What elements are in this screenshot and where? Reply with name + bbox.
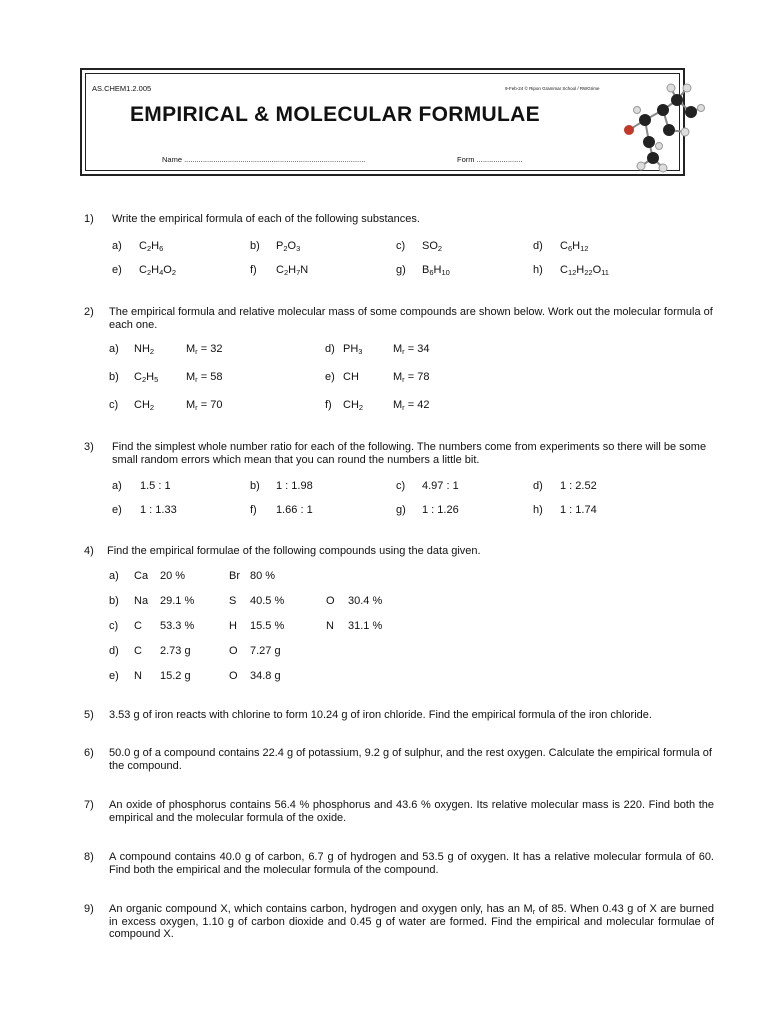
element-symbol: N bbox=[326, 620, 334, 632]
q9-mr-subscript: r bbox=[532, 907, 536, 916]
element-amount: 80 % bbox=[250, 570, 276, 582]
element-amount: 15.5 % bbox=[250, 620, 285, 632]
question-text: 3.53 g of iron reacts with chlorine to form 10.24 g of iron chloride. Find the empirical formula of the iron chloride. bbox=[109, 709, 652, 721]
credit-line: 9-Feb-24 © Ripon Grammar School / RWGrime bbox=[505, 86, 600, 91]
q9-part-1: An organic compound X, which contains carbon, hydrogen and oxygen only, has an M bbox=[109, 903, 533, 915]
mr-value: $M_r = 34$ bbox=[393, 343, 430, 356]
ratio: 1 : 1.26 bbox=[422, 504, 459, 516]
element-amount: 53.3 % bbox=[160, 620, 195, 632]
item-label: b) bbox=[250, 480, 260, 492]
element-symbol: S bbox=[229, 595, 237, 607]
item-label: e) bbox=[112, 504, 122, 516]
element-amount: 15.2 g bbox=[160, 670, 191, 682]
item-label: h) bbox=[533, 264, 543, 276]
question-number: 4) bbox=[84, 545, 94, 557]
question-text: An oxide of phosphorus contains 56.4 % phosphorus and 43.6 % oxygen. Its relative molecular mass is 220. Find both the empirical and the molecular formula of the oxide. bbox=[109, 799, 714, 824]
element-amount: 2.73 g bbox=[160, 645, 191, 657]
question-text: The empirical formula and relative molecular mass of some compounds are shown below. Work out the molecular formula of each one. bbox=[109, 306, 713, 331]
item-label: f) bbox=[250, 264, 257, 276]
mr-value: $M_r = 78$ bbox=[393, 371, 430, 384]
element-symbol: Ca bbox=[134, 570, 149, 582]
item-label: c) bbox=[109, 399, 119, 411]
molecule-model-icon bbox=[615, 80, 705, 176]
ratio: 1 : 1.74 bbox=[560, 504, 597, 516]
formula: $NH_2$ bbox=[134, 343, 155, 356]
item-label: g) bbox=[396, 264, 406, 276]
element-symbol: Br bbox=[229, 570, 240, 582]
element-symbol: H bbox=[229, 620, 237, 632]
formula: $C_2H_7N$ bbox=[276, 264, 309, 277]
item-label: a) bbox=[109, 570, 119, 582]
ratio: 1.5 : 1 bbox=[140, 480, 171, 492]
mr-value: $M_r = 32$ bbox=[186, 343, 223, 356]
formula: CH bbox=[343, 371, 359, 383]
item-label: e) bbox=[325, 371, 335, 383]
item-label: h) bbox=[533, 504, 543, 516]
question-number: 5) bbox=[84, 709, 94, 721]
page-title: EMPIRICAL & MOLECULAR FORMULAE bbox=[130, 103, 540, 126]
question-text: Find the empirical formulae of the following compounds using the data given. bbox=[107, 545, 481, 557]
item-label: b) bbox=[250, 240, 260, 252]
element-symbol: O bbox=[326, 595, 335, 607]
element-symbol: Na bbox=[134, 595, 149, 607]
ratio: 4.97 : 1 bbox=[422, 480, 459, 492]
item-label: e) bbox=[109, 670, 119, 682]
item-label: d) bbox=[109, 645, 119, 657]
question-number: 8) bbox=[84, 851, 94, 863]
item-label: a) bbox=[112, 240, 122, 252]
document-code: AS.CHEM1.2.005 bbox=[92, 84, 152, 93]
element-symbol: N bbox=[134, 670, 142, 682]
item-label: c) bbox=[396, 240, 406, 252]
element-amount: 29.1 % bbox=[160, 595, 195, 607]
formula: $C_2H_4O_2$ bbox=[139, 264, 176, 277]
item-label: g) bbox=[396, 504, 406, 516]
element-amount: 31.1 % bbox=[348, 620, 383, 632]
item-label: c) bbox=[109, 620, 119, 632]
question-number: 2) bbox=[84, 306, 94, 318]
mr-value: $M_r = 42$ bbox=[393, 399, 430, 412]
ratio: 1 : 1.98 bbox=[276, 480, 313, 492]
formula: $C_{12}H_{22}O_{11}$ bbox=[560, 264, 609, 277]
item-label: a) bbox=[109, 343, 119, 355]
question-text: Write the empirical formula of each of the following substances. bbox=[112, 213, 420, 225]
item-label: d) bbox=[325, 343, 335, 355]
q9-part-2: of 85. When 0.43 g of X are burned in excess oxygen, 1.10 g of carbon dioxide and 0.45 g of water are formed. Find the empirical and molecular formulae of compound X. bbox=[109, 903, 714, 940]
element-symbol: O bbox=[229, 670, 238, 682]
item-label: b) bbox=[109, 595, 119, 607]
element-amount: 20 % bbox=[160, 570, 186, 582]
item-label: b) bbox=[109, 371, 119, 383]
item-label: a) bbox=[112, 480, 122, 492]
item-label: c) bbox=[396, 480, 406, 492]
question-number: 3) bbox=[84, 441, 94, 453]
ratio: 1 : 1.33 bbox=[140, 504, 177, 516]
formula: $P_2O_3$ bbox=[276, 240, 301, 253]
formula: $C_6H_{12}$ bbox=[560, 240, 589, 253]
formula: $CH_2$ bbox=[134, 399, 155, 412]
question-text: 50.0 g of a compound contains 22.4 g of potassium, 9.2 g of sulphur, and the rest oxygen. Calculate the empirical formula of the compound. bbox=[109, 747, 712, 772]
item-label: f) bbox=[250, 504, 257, 516]
formula: $C_2H_5$ bbox=[134, 371, 159, 384]
question-number: 1) bbox=[84, 213, 94, 225]
ratio: 1.66 : 1 bbox=[276, 504, 313, 516]
question-number: 9) bbox=[84, 903, 94, 915]
element-amount: 40.5 % bbox=[250, 595, 285, 607]
question-text bbox=[109, 903, 714, 941]
item-label: d) bbox=[533, 240, 543, 252]
question-text: A compound contains 40.0 g of carbon, 6.7 g of hydrogen and 53.5 g of oxygen. It has a relative molecular formula of 60. Find both the empirical and the molecular formula of the compound. bbox=[109, 851, 714, 876]
element-amount: 34.8 g bbox=[250, 670, 281, 682]
question-number: 6) bbox=[84, 747, 94, 759]
question-text: Find the simplest whole number ratio for each of the following. The numbers come from experiments so there will be some small random errors which mean that you can round the numbers a little bit. bbox=[112, 441, 707, 466]
item-label: e) bbox=[112, 264, 122, 276]
formula: $C_2H_6$ bbox=[139, 240, 164, 253]
form-field[interactable]: Form ...................... bbox=[457, 155, 523, 164]
formula: $SO_2$ bbox=[422, 240, 443, 253]
formula: $B_6H_{10}$ bbox=[422, 264, 450, 277]
item-label: d) bbox=[533, 480, 543, 492]
mr-value: $M_r = 70$ bbox=[186, 399, 223, 412]
element-symbol: O bbox=[229, 645, 238, 657]
formula: $CH_2$ bbox=[343, 399, 364, 412]
mr-value: $M_r = 58$ bbox=[186, 371, 223, 384]
question-number: 7) bbox=[84, 799, 94, 811]
element-symbol: C bbox=[134, 645, 142, 657]
element-amount: 30.4 % bbox=[348, 595, 383, 607]
element-amount: 7.27 g bbox=[250, 645, 281, 657]
item-label: f) bbox=[325, 399, 332, 411]
ratio: 1 : 2.52 bbox=[560, 480, 597, 492]
element-symbol: C bbox=[134, 620, 142, 632]
formula: $PH_3$ bbox=[343, 343, 363, 356]
name-field[interactable]: Name ....................................................................................... bbox=[162, 155, 366, 164]
